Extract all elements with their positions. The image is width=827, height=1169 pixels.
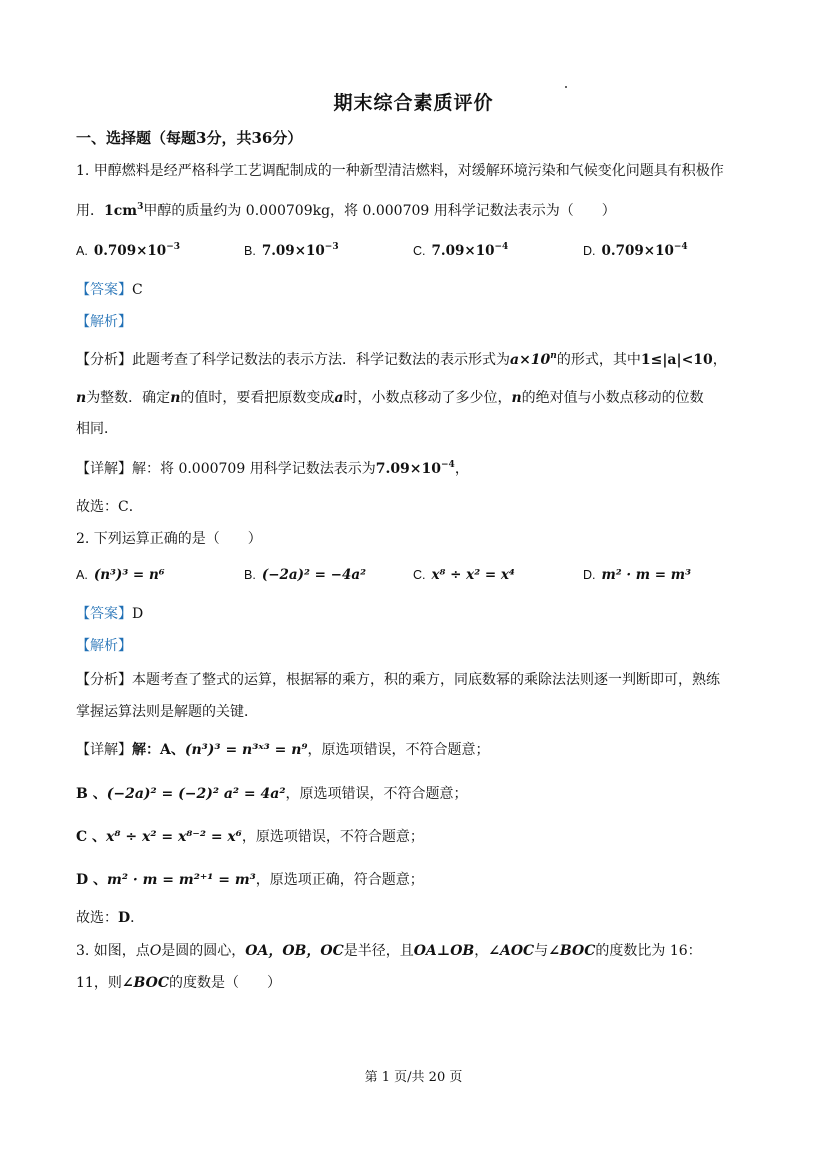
q2-option-b — [244, 567, 366, 583]
q2-option-d — [583, 567, 691, 583]
detail-text: ，原选项正确，符合题意； — [255, 872, 424, 888]
detail-tag: 【详解】 — [76, 461, 132, 477]
q2-option-c — [413, 567, 515, 583]
answer-value: C — [132, 282, 143, 298]
sci-exp: n — [550, 351, 557, 361]
var-n: n — [76, 390, 87, 406]
page-footer: 第 1 页/共 20 页 — [364, 1070, 463, 1085]
option-value: 7.09×10 — [431, 243, 495, 259]
choose-text: 故选： — [76, 910, 118, 926]
fenxi-text: 此题考查了科学记数法的表示方法．科学记数法的表示形式为 — [132, 352, 510, 368]
q1-fenxi-line1 — [76, 350, 787, 370]
option-expr: x⁸ ÷ x² = x⁴ — [431, 567, 515, 583]
detail-expr: m² · m = m²⁺¹ = m³ — [107, 872, 256, 888]
option-expr: m² · m = m³ — [601, 567, 691, 583]
q3-text: 3. 如图，点 — [76, 943, 150, 959]
q2-option-a — [76, 567, 165, 583]
option-label: B. — [244, 568, 256, 582]
q1-stem-line2 — [76, 201, 787, 221]
q2-fenxi-line1 — [76, 670, 787, 690]
q1-unit — [104, 203, 143, 219]
option-exp: −3 — [324, 242, 339, 252]
q2-detail-c — [76, 827, 787, 847]
option-value: 7.09×10 — [261, 243, 325, 259]
detail-text: ，原选项错误，不符合题意； — [241, 829, 424, 845]
detail-text: ，原选项错误，不符合题意； — [307, 742, 490, 758]
detail-label: 解：A、 — [132, 742, 185, 758]
q1-answer — [76, 280, 787, 300]
choose-answer: D — [118, 910, 131, 926]
q3-text: 是半径，且 — [343, 943, 414, 959]
range-expr: 1≤|a|<10 — [640, 352, 713, 368]
fenxi-text: 的值时，要看把原数变成 — [180, 390, 335, 406]
var-a: a — [334, 390, 344, 406]
fenxi-text: 为整数．确定 — [86, 390, 171, 406]
fenxi-tag: 【分析】 — [76, 352, 132, 368]
q3-stem-line2 — [76, 973, 787, 993]
q3-stem-line1 — [76, 941, 787, 961]
answer-tag: 【答案】 — [76, 282, 132, 298]
detail-label: B 、 — [76, 786, 107, 802]
angle-boc: ∠BOC — [548, 943, 596, 959]
detail-text: ，原选项错误，不符合题意； — [285, 786, 468, 802]
q3-text: ， — [474, 943, 489, 959]
answer-tag: 【答案】 — [76, 606, 132, 622]
answer-value: D — [132, 606, 144, 622]
detail-exp: −4 — [441, 460, 455, 470]
option-label: C. — [413, 568, 426, 582]
detail-expr: (−2a)² = (−2)² a² = 4a² — [106, 786, 286, 802]
angle-boc: ∠BOC — [121, 975, 169, 991]
fenxi-text: 时，小数点移动了多少位， — [343, 390, 512, 406]
detail-label: D 、 — [76, 872, 108, 888]
detail-text: ， — [454, 461, 469, 477]
radii-expr: OA，OB，OC — [245, 943, 344, 959]
q1-analysis-tag: 【解析】 — [76, 314, 132, 330]
var-n: n — [170, 390, 181, 406]
q2-fenxi-line2: 掌握运算法则是解题的关键． — [76, 704, 258, 720]
option-label: D. — [583, 568, 596, 582]
option-value: 0.709×10 — [601, 243, 674, 259]
q1-option-a — [76, 243, 180, 259]
q2-detail-b — [76, 784, 787, 804]
q3-text: 的度数是（ ） — [169, 975, 281, 991]
fenxi-text: 本题考查了整式的运算，根据幂的乘方，积的乘方，同底数幂的乘除法法则逐一判断即可，熟练 — [132, 672, 720, 688]
detail-expr: (n³)³ = n³ˣ³ = n⁹ — [184, 742, 308, 758]
q1-option-b — [244, 243, 339, 259]
option-exp: −4 — [673, 242, 688, 252]
page-title: 期末综合素质评价 — [333, 92, 494, 114]
q2-detail-a — [76, 740, 787, 760]
option-exp: −4 — [494, 242, 509, 252]
detail-expr: x⁸ ÷ x² = x⁸⁻² = x⁶ — [106, 829, 242, 845]
sci-form: a×10 — [510, 352, 551, 368]
option-exp: −3 — [166, 242, 180, 252]
q3-text: 11，则 — [76, 975, 122, 991]
perp-expr: OA⊥OB — [413, 943, 475, 959]
q1-detail — [76, 459, 787, 479]
option-value: 0.709×10 — [93, 243, 167, 259]
choose-text: ． — [130, 910, 145, 926]
q1-option-d — [583, 243, 688, 259]
q1-unit-exp: 3 — [137, 202, 144, 212]
option-label: A. — [76, 244, 88, 258]
q1-option-c — [413, 243, 508, 259]
option-label: A. — [76, 568, 88, 582]
option-label: B. — [244, 244, 256, 258]
q3-text: 的度数比为 16： — [595, 943, 702, 959]
var-n: n — [511, 390, 522, 406]
detail-text: 解：将 0.000709 用科学记数法表示为 — [132, 461, 376, 477]
fenxi-text: 的绝对值与小数点移动的位数 — [521, 390, 704, 406]
option-label: D. — [583, 244, 596, 258]
detail-value: 7.09×10 — [375, 461, 442, 477]
q3-text: 与 — [534, 943, 549, 959]
detail-label: C 、 — [76, 829, 107, 845]
point-o: O — [149, 943, 162, 959]
q2-stem: 2. 下列运算正确的是（ ） — [76, 531, 262, 547]
fenxi-text: 的形式，其中 — [556, 352, 641, 368]
detail-tag: 【详解】 — [76, 742, 132, 758]
q1-stem-line1: 1. 甲醇燃料是经严格科学工艺调配制成的一种新型清洁燃料，对缓解环境污染和气候变化问题具有积极作 — [76, 163, 724, 179]
option-expr: (−2a)² = −4a² — [261, 567, 367, 583]
section-heading: 一、选择题（每题3分，共36分） — [76, 129, 303, 147]
angle-aoc: ∠AOC — [488, 943, 535, 959]
q1-fenxi-line3: 相同． — [76, 421, 118, 437]
option-expr: (n³)³ = n⁶ — [93, 567, 165, 583]
q1-unit-base: 1cm — [104, 203, 138, 219]
q2-analysis-tag: 【解析】 — [76, 638, 132, 654]
q2-answer — [76, 604, 787, 624]
q1-stem-post: 甲醇的质量约为 0.000709kg，将 0.000709 用科学记数法表示为（ ） — [143, 203, 616, 219]
q1-fenxi-line2 — [76, 388, 787, 408]
q2-choose — [76, 908, 787, 928]
q3-text: 是圆的圆心， — [161, 943, 246, 959]
option-label: C. — [413, 244, 426, 258]
fenxi-text: ， — [712, 352, 727, 368]
q1-stem-pre: 用． — [76, 203, 104, 219]
q2-detail-d — [76, 870, 787, 890]
fenxi-tag: 【分析】 — [76, 672, 132, 688]
q1-choose: 故选：C． — [76, 499, 143, 515]
